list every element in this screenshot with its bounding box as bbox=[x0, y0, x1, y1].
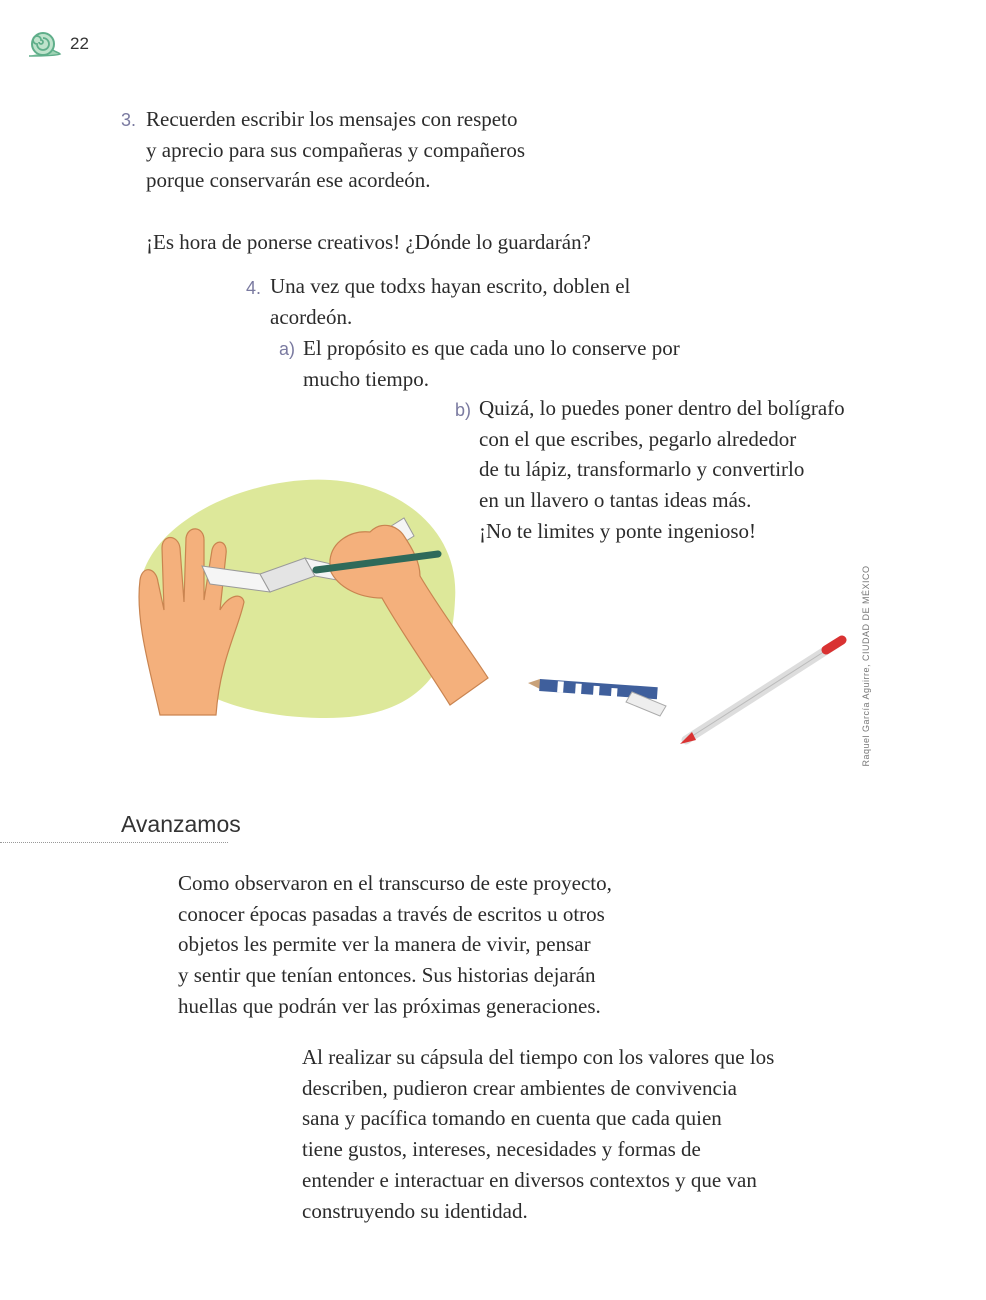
text-line: Quizá, lo puedes poner dentro del bolígrafo bbox=[479, 396, 845, 420]
text-line: mucho tiempo. bbox=[303, 366, 429, 391]
text-line: acordeón. bbox=[270, 304, 353, 329]
wrapped-pencil-icon bbox=[528, 679, 666, 716]
text-line: Como observaron en el transcurso de este proyecto, bbox=[178, 871, 612, 895]
text-line: de tu lápiz, transformarlo y convertirlo bbox=[479, 457, 805, 482]
section-heading: Avanzamos bbox=[121, 811, 241, 837]
text-line: Al realizar su cápsula del tiempo con los valores que los bbox=[302, 1045, 775, 1069]
paragraph-2 bbox=[302, 1042, 774, 1226]
page-number: 22 bbox=[70, 34, 89, 53]
text-line: sana y pacífica tomando en cuenta que cada quien bbox=[302, 1106, 722, 1131]
text-line: El propósito es que cada uno lo conserve por bbox=[303, 336, 680, 360]
text-line: en un llavero o tantas ideas más. bbox=[479, 488, 752, 513]
text-line: describen, pudieron crear ambientes de convivencia bbox=[302, 1075, 737, 1100]
text-line: Recuerden escribir los mensajes con respeto bbox=[146, 107, 518, 131]
illustration-credit: Raquel García Aguirre, CIUDAD DE MÉXICO bbox=[861, 565, 871, 767]
text-line: ¡No te limites y ponte ingenioso! bbox=[479, 518, 757, 543]
text-line: y aprecio para sus compañeras y compañeros bbox=[146, 137, 526, 162]
text-line: objetos les permite ver la manera de vivir, pensar bbox=[178, 932, 591, 957]
text-line: entender e interactuar en diversos contextos y que van bbox=[302, 1167, 757, 1192]
text-line: con el que escribes, pegarlo alrededor bbox=[479, 426, 797, 451]
wrapped-pen-icon bbox=[680, 640, 842, 744]
step-3-text bbox=[146, 104, 525, 196]
step-3-number: 3. bbox=[121, 110, 137, 130]
text-line: construyendo su identidad. bbox=[302, 1198, 528, 1223]
step-3-prompt: ¡Es hora de ponerse creativos! ¿Dónde lo guardarán? bbox=[146, 230, 591, 254]
text-line: Una vez que todxs hayan escrito, doblen el bbox=[270, 274, 631, 298]
step-4-text bbox=[270, 271, 630, 332]
item-a-text bbox=[303, 333, 680, 394]
accordion-writing-illustration bbox=[120, 470, 860, 750]
text-line: porque conservarán ese acordeón. bbox=[146, 168, 431, 193]
text-line: conocer épocas pasadas a través de escritos u otros bbox=[178, 901, 605, 926]
paragraph-1 bbox=[178, 868, 612, 1022]
item-b-marker: b) bbox=[455, 400, 472, 420]
text-line: y sentir que tenían entonces. Sus historias dejarán bbox=[178, 963, 596, 988]
item-a-marker: a) bbox=[279, 339, 296, 359]
text-line: tiene gustos, intereses, necesidades y formas de bbox=[302, 1137, 701, 1162]
heading-underline bbox=[0, 842, 228, 843]
step-4-number: 4. bbox=[246, 278, 262, 298]
text-line: huellas que podrán ver las próximas generaciones. bbox=[178, 993, 601, 1018]
snail-logo-icon bbox=[26, 30, 62, 60]
